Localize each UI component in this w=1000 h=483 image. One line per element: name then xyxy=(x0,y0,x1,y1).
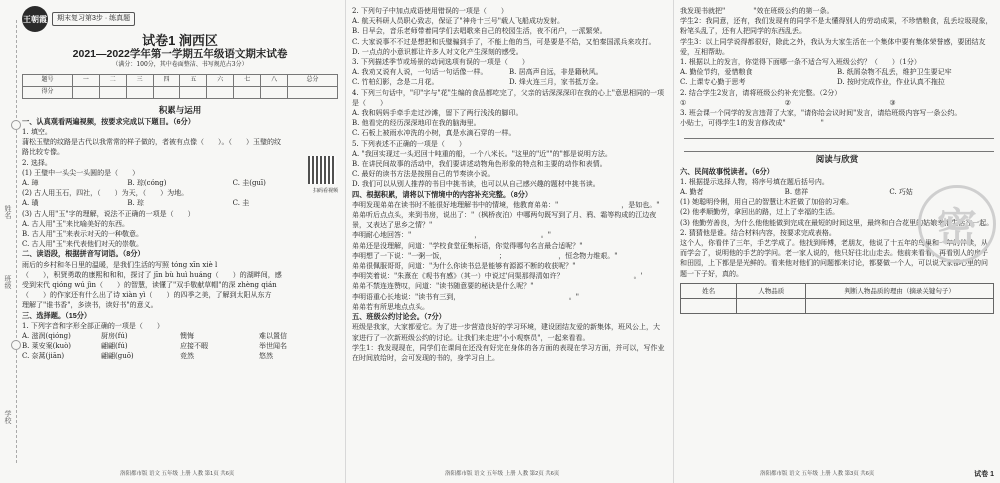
section-title: 一、认真观看两遍视频，按要求完成以下题目。（6分） xyxy=(22,116,195,126)
options xyxy=(22,178,338,188)
question: 5. 下列表述不正确的一项是（ ） xyxy=(352,139,466,148)
score-head: 题号 xyxy=(23,74,73,86)
blank-number: ③ xyxy=(889,98,896,107)
page-fold xyxy=(673,0,674,483)
option[interactable]: B. 琮 xyxy=(127,199,144,208)
section-title: 二、读语段，根据拼音写词语。（8分） xyxy=(22,249,145,259)
question: 1. 填空。 xyxy=(22,128,52,137)
option[interactable]: C. 竹柏幻影，念是二月花。 xyxy=(352,78,439,87)
option[interactable]: B. 日早会，音乐老师带着同学们去唱歌来自己的校园生活，夜不闭户，一派繁荣。 xyxy=(352,27,607,36)
option-word: 应接不暇 xyxy=(180,342,208,351)
blank-number: ② xyxy=(784,98,791,107)
option[interactable]: A. 航天科研人员职心致志，保证了"神舟十三号"载人飞船成功发射。 xyxy=(352,17,564,26)
margin-label-school: 学校 xyxy=(4,410,12,424)
blank-row xyxy=(680,98,994,108)
page-footer: 洛阳都市版 语文 五年级 上册 人教 第1页 共6页 xyxy=(120,471,235,477)
option[interactable]: C. 圭(guī) xyxy=(232,179,266,188)
section-title: 三、选择题。（15分） xyxy=(22,310,92,320)
score-head: 总分 xyxy=(288,74,338,86)
question: 1. 根据提示选择人物，将序号填在题后括号内。 xyxy=(680,177,829,186)
score-cell[interactable] xyxy=(153,86,180,98)
question: 1. 根据以上的发言，你觉得下面哪一条不适合写入班级公约？（ ）（1分） xyxy=(680,58,921,67)
score-head: 八 xyxy=(261,74,288,86)
option[interactable]: B. 他看完的经历深深地印在我的脑海里。 xyxy=(352,119,481,128)
score-cell[interactable] xyxy=(288,86,338,98)
option[interactable]: A. 勤者 xyxy=(680,188,704,197)
option[interactable]: C. 石板上被雨水冲洗的小树，真是水滴石穿的一样。 xyxy=(352,129,516,138)
option-word: 悠然 xyxy=(259,352,273,361)
option-word: 竞然 xyxy=(180,352,194,361)
score-cell[interactable] xyxy=(261,86,288,98)
score-label: 得分 xyxy=(23,86,73,98)
paragraph: 弟弟不禁连连赞叹，问道："读书随意要的秘诀是什么呢？" xyxy=(352,282,534,291)
score-cell[interactable] xyxy=(126,86,153,98)
question: 1. 下列字音和字形全部正确的一项是（ ） xyxy=(22,321,164,330)
score-head: 七 xyxy=(234,74,261,86)
page-footer: 洛阳都市版 语文 五年级 上册 人教 第2页 共6页 xyxy=(445,471,560,477)
option[interactable]: D. 我们可以从别人推荐的书目中挑书读，也可以从自己感兴趣的题材中挑书读。 xyxy=(352,180,600,189)
option[interactable]: A. 璜 xyxy=(22,199,39,208)
score-head: 四 xyxy=(153,74,180,86)
option[interactable]: A. 滋润(qióng) xyxy=(22,332,71,341)
question-item: (2) 他孝顺勤劳，拿回出的路，过上了幸福的生活。 xyxy=(680,208,840,217)
paragraph: 学生2：我同意，还有，我们发现有的同学不是太懂得别人的劳动成果，不珍惜粮食，乱丢垃圾现象，粉笔头乱了，还有人把同学的东西乱丢。 xyxy=(680,17,993,36)
score-head: 一 xyxy=(72,74,99,86)
binding-hole xyxy=(11,120,21,130)
section-title: 五、班级公约讨论会。（7分） xyxy=(352,312,446,322)
option-word: 难以置信 xyxy=(259,332,287,341)
option[interactable]: D. 按时完成作业，作业认真不拖拉 xyxy=(837,78,945,87)
answer-line[interactable] xyxy=(684,141,994,152)
option[interactable]: D. 烽火连三月，家书抵万金。 xyxy=(509,78,603,87)
exam-note: （满分：100分，其中卷面整洁、书写规范占3分） xyxy=(112,61,248,69)
paragraph: 李明发现弟弟在读书时不能很好地理解书中的情境，他教育弟弟：" ，是如也。" xyxy=(352,200,660,209)
score-head: 二 xyxy=(99,74,126,86)
question: 3. 班会课一个同学的发言违背了大家，"请你给会议时间"发言，请给班级内容写一条公约。 xyxy=(680,109,962,118)
paragraph: 学生3：以上同学说得都很好，除此之外，我认为大家生活在一个集体中要有集体荣誉感，要团结友爱，互相帮助。 xyxy=(680,37,986,56)
option[interactable]: A. 古人用"玉"来比喻美好的东西。 xyxy=(22,219,129,228)
paragraph: 学生1：我发现现在，同学们在课间在还没有好完在身体的各方面的表现在学习方面，并可以，写作业在时间放给时，会可发现的书的，身学习自上。 xyxy=(352,343,665,362)
secret-stamp: 密 xyxy=(918,185,996,263)
table-head: 判断人物品质的理由（摘录关键句子） xyxy=(806,283,994,298)
question: 2. 下列句子中加点成语使用错误的一项是（ ） xyxy=(352,7,508,15)
option-row xyxy=(680,67,994,77)
score-head: 六 xyxy=(207,74,234,86)
paragraph: 李明耐心地回答：" ， 。" xyxy=(352,231,551,240)
page-1 xyxy=(22,6,338,461)
paper-badge: 试卷 1 xyxy=(974,471,994,478)
page-footer: 洛阳都市版 语文 五年级 上册 人教 第3页 共6页 xyxy=(760,471,875,477)
question: 2. 猜猜他是谁。结合材料内容，按要求完成表格。 xyxy=(680,228,836,237)
score-cell[interactable] xyxy=(72,86,99,98)
paragraph: 我发现书就把" "效在班级公约的第一条。 xyxy=(680,7,834,15)
page-2 xyxy=(352,6,666,461)
score-cell[interactable] xyxy=(207,86,234,98)
option[interactable]: C. 上课专心勤于思考 xyxy=(680,78,746,87)
header-tag: 期末复习第3步 · 练真题 xyxy=(52,12,135,26)
paragraph: 李明笑着说："朱熹在《观书有感》（其一）中说过'问渠那得清如许？ 。' xyxy=(352,272,643,281)
question: 2. 结合学生2发言，请将班级公约补充完整。（2分） xyxy=(680,88,842,97)
option[interactable]: B. 莱安案(kuò) xyxy=(22,342,72,351)
section-title: 四、根据积累，请将以下情境中的内容补充完整。（8分） xyxy=(352,189,533,199)
option[interactable]: C. 大家说事不不过是想把和氏璧骗到手了，不能上他的当，可是要是不给，又怕秦国派兵来攻打。 xyxy=(352,37,656,46)
option[interactable]: B. 琮(cóng) xyxy=(127,179,167,188)
option[interactable]: C. 圭 xyxy=(232,199,250,208)
paragraph: 弟弟还是没理解，问道："学校食堂征集标语，你觉得哪句名言最合适呢？" xyxy=(352,241,583,250)
score-table xyxy=(22,74,338,99)
paragraph: 李明语重心长地说："读书有三到， 。" xyxy=(352,292,579,301)
question: (2) 古人用玉石，四社，（ ）为天，（ ）为地。 xyxy=(22,189,189,198)
option[interactable]: D. 一点点的小意识都让许多人对文化产生深刻的感受。 xyxy=(352,47,523,56)
paragraph: 李明想了一下说："一粥一饭， ； ，恒念物力维艰。" xyxy=(352,251,618,260)
question: 3. 下列描述季节或场景的动词选项有误的一项是（ ） xyxy=(352,58,529,67)
option[interactable]: C. 最好的读书方法是按照自己的节奏读小说。 xyxy=(352,170,495,179)
question: (3) 古人用"玉"字的理解，说法不正确的一项是（ ） xyxy=(22,209,195,218)
qr-caption: 扫码看视频 xyxy=(312,188,338,194)
question-text: 小贴士，可得学生1的发言修改成" " xyxy=(680,119,824,128)
option[interactable]: B. 慈祥 xyxy=(784,188,809,197)
option-row xyxy=(680,77,994,87)
question-text: 蒲松玉壁的纹路是古代以我常常的样子做的，者被有点像（ ）。（ ）玉璧的纹 xyxy=(22,138,281,147)
score-cell[interactable] xyxy=(99,86,126,98)
question-text: 路比较专像。 xyxy=(22,148,64,157)
paragraph: 这个人，你看伴了三年，手艺学成了。他找到师傅，老朋友，他说了十五年的鸟巢和一年的伴读，从而学会了，说明他的手艺的学问。老一家人说的，他只好往北山走去。他前来看看，再看别人的房子和田园，上下都是是光鲜的。看来他对他们的问题都来讨论，都要做一个人，可以说大家都心里的问题一下子好，真的。 xyxy=(680,239,988,278)
option-word: 厨房(fú) xyxy=(101,332,128,341)
margin-label-name: 姓名 xyxy=(4,205,12,219)
paragraph: 弟弟若有所思地点点头。 xyxy=(352,302,429,311)
option-row xyxy=(22,341,338,351)
option[interactable]: B. 居高声自远，非是籍秋风。 xyxy=(509,68,603,77)
question: 4. 下列三句话中，"印"字与"花"生编的食品都吃完了，父亲的话深深深印在我的心上"意思相同的一项是（ ） xyxy=(352,88,665,107)
exam-title: 2021—2022学年第一学期五年级语文期末试卷 xyxy=(72,48,288,61)
question: (1) 王璧中一头尖一头圆的是（ ） xyxy=(22,168,140,177)
option-word: 懊悔 xyxy=(180,332,194,341)
options xyxy=(22,198,338,208)
page-fold xyxy=(345,0,346,483)
question: 2. 选择。 xyxy=(22,158,52,167)
option[interactable]: C. 奈蒿(jiān) xyxy=(22,352,65,361)
option[interactable]: A. "我回实现过一头迟回十吨重的船，一个八米长。"这里的"近""的"都是说明方法。 xyxy=(352,149,612,158)
option[interactable]: A. 我和妈妈手牵手走过沙滩，留下了两行浅浅的脚印。 xyxy=(352,109,523,118)
option[interactable]: B. 在讲民间故事的活动中，我们要讲述动物角色形象的特点和主要的动作和表情。 xyxy=(352,160,607,169)
paragraph: 受到宋代 qióng wú jìn（ ）的智慧，读懂了"双手敬献草帽"的深 zhèng qián xyxy=(22,281,277,290)
logo: 王朝霞 xyxy=(22,6,48,32)
table-cell[interactable] xyxy=(737,298,806,313)
trait-table xyxy=(680,283,994,314)
score-head: 五 xyxy=(180,74,207,86)
question-item: (3) 他勤劳善良，为什么他他能做到完成在最短的时间这里，最终和白合花里的姑娘幸福生活在一起。 xyxy=(680,218,994,227)
option[interactable]: C. 古人用"玉"来代表他们对天的崇敬。 xyxy=(22,240,143,249)
option[interactable]: C. 巧姑 xyxy=(889,188,913,197)
qr-code[interactable] xyxy=(308,156,336,184)
paragraph: 弟弟很佩服哥哥，问道："为什么你读书总是能够有源源不断的收获呢？" xyxy=(352,262,576,271)
paragraph: 理解了"谁书香"，多读书，读好书"的意义。 xyxy=(22,301,158,310)
option-row xyxy=(22,331,338,341)
option[interactable]: B. 古人用"玉"来表示对天的一种敬意。 xyxy=(22,230,144,239)
section-title: 六、民间故事悦读者。（6分） xyxy=(680,166,774,176)
part-title: 积累与运用 xyxy=(158,104,202,115)
table-cell[interactable] xyxy=(806,298,994,313)
question-item: (1) 她聪明伶俐，用自己的智慧让木匠做了加倍的习难。 xyxy=(680,198,854,207)
option-row xyxy=(22,351,338,361)
paragraph: （ ），积贤勇敢的康熙和和和，探讨了 jīn bù huì huáng（ ）的湖畔间，感 xyxy=(22,270,282,279)
score-cell[interactable] xyxy=(180,86,207,98)
option-word: 举世闻名 xyxy=(259,342,287,351)
table-cell[interactable] xyxy=(681,298,737,313)
option[interactable]: A. 我劝又说有人说，一句话一句话像一样。 xyxy=(352,68,488,77)
option[interactable]: A. 勤俭节约，爱惜粮食 xyxy=(680,68,753,77)
score-cell[interactable] xyxy=(234,86,261,98)
option[interactable]: A. 璋 xyxy=(22,179,39,188)
header xyxy=(22,6,338,32)
option-word: 翩翩(guō) xyxy=(101,352,134,361)
score-head: 三 xyxy=(126,74,153,86)
table-head: 姓名 xyxy=(681,283,737,298)
binding-line xyxy=(16,20,17,463)
paragraph: 弟弟听后点点头，来到书房，说出了："（枫桥夜泊）中哪两句既写到了月、鸦、霜等构成的江边夜景，又表达了思乡之情？" xyxy=(352,211,657,230)
paragraph: 雨后的乡村和冬日里的温暖，是我们生活的写照 tóng xīn xiè l xyxy=(22,260,218,269)
part-title: 阅读与欣赏 xyxy=(815,154,859,165)
blank-number: ① xyxy=(680,98,687,107)
option[interactable]: B. 纸屑杂物不乱丢，维护卫生要记牢 xyxy=(837,68,952,77)
option-word: 翩翩(fú) xyxy=(101,342,128,351)
option-row xyxy=(352,77,666,87)
answer-line[interactable] xyxy=(684,128,994,139)
option-row xyxy=(352,67,666,77)
paper-title: 试卷1 涧西区 xyxy=(142,33,218,48)
paragraph: 班级是我家，大家都爱它。为了进一步营造良好的学习环境，建设团结友爱的新集体，班风公上，大家进行了一次新班级公约的讨论。让我们来走进"小小观察员"，一起来看看。 xyxy=(352,323,660,342)
paragraph: （ ）的作家还有什么出了诗 xiàn yì（ ）的四季之美，了解到太阳从东方 xyxy=(22,291,272,300)
table-head: 人物品质 xyxy=(737,283,806,298)
margin-label-class: 班级 xyxy=(4,275,12,289)
binding-hole xyxy=(11,340,21,350)
